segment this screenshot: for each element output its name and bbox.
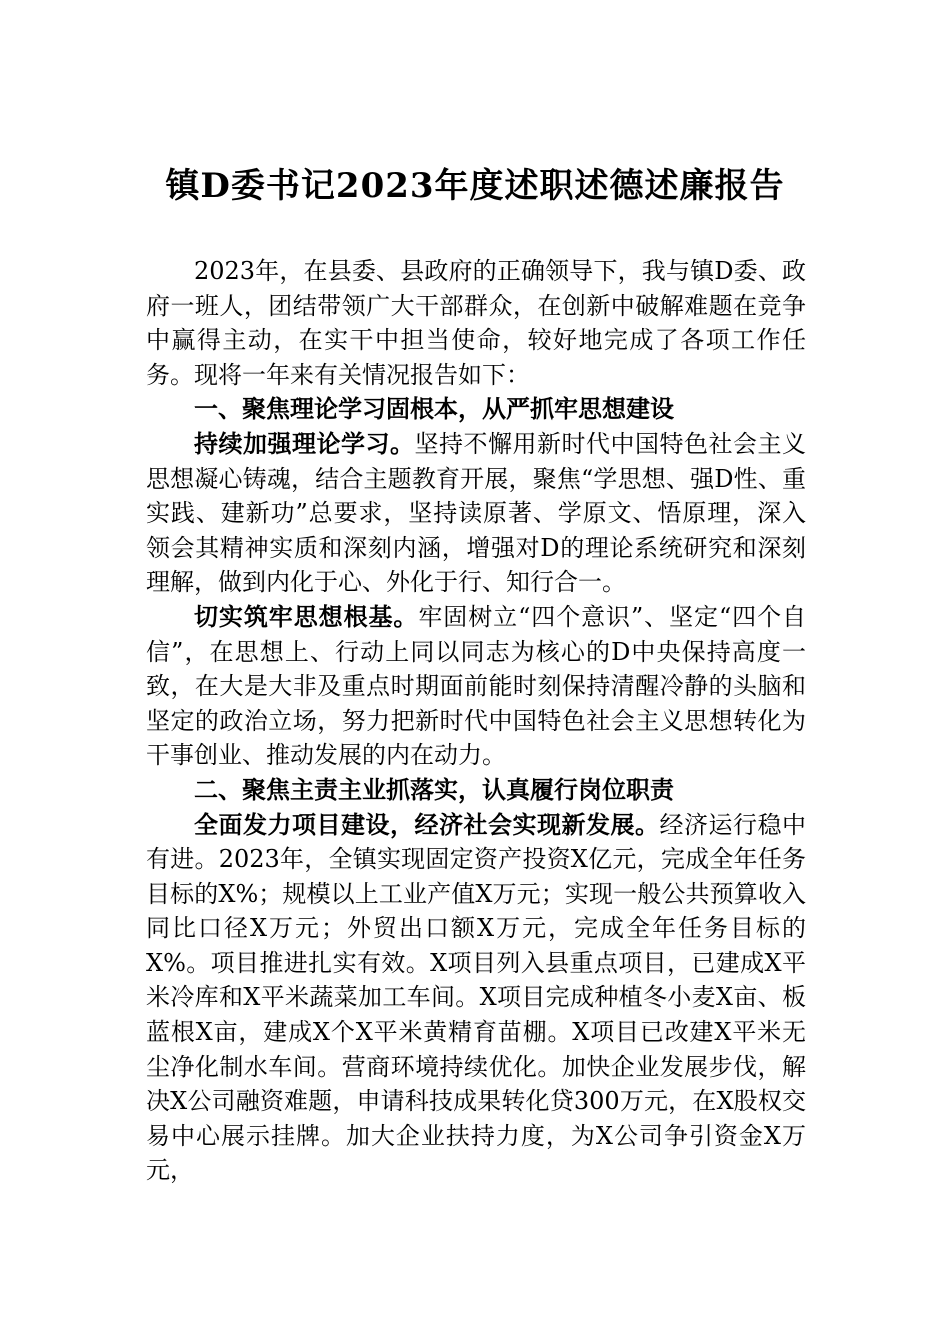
section-1-paragraph-1-text: 坚持不懈用新时代中国特色社会主义思想凝心铸魂，结合主题教育开展，聚焦“学思想、强D性、重实践、建新功”总要求，坚持读原著、学原文、悟原理，深入领会其精神实质和深刻内涵，增强对D的理论系统研究和深刻理解，做到内化于心、外化于行、知行合一。 bbox=[146, 429, 806, 597]
section-2-paragraph-1-text: 经济运行稳中有进。2023年，全镇实现固定资产投资X亿元，完成全年任务目标的X%；规模以上工业产值X万元；实现一般公共预算收入同比口径X万元；外贸出口额X万元，完成全年任务目标的X%。项目推进扎实有效。X项目列入县重点项目，已建成X平米冷库和X平米蔬菜加工车间。X项目完成种植冬小麦X亩、板蓝根X亩，建成X个X平米黄精育苗棚。X项目已改建X平米无尘净化制水车间。营商环境持续优化。加快企业发展步伐，解决X公司融资难题，申请科技成果转化贷300万元，在X股权交易中心展示挂牌。加大企业扶持力度，为X公司争引资金X万元， bbox=[146, 810, 806, 1185]
section-1-paragraph-2-lead: 切实筑牢思想根基。 bbox=[194, 602, 419, 631]
section-1-paragraph-2 bbox=[146, 600, 806, 773]
document-title: 镇D委书记2023年度述职述德述廉报告 bbox=[165, 166, 785, 206]
section-1-paragraph-1 bbox=[146, 427, 806, 600]
section-1-paragraph-1-lead: 持续加强理论学习。 bbox=[194, 429, 415, 458]
section-2-paragraph-1-lead: 全面发力项目建设，经济社会实现新发展。 bbox=[194, 810, 660, 839]
section-2-heading: 二、聚焦主责主业抓落实，认真履行岗位职责 bbox=[194, 775, 674, 804]
section-2-paragraph-1 bbox=[146, 808, 806, 1189]
section-1-paragraph-2-text: 牢固树立“四个意识”、坚定“四个自信”，在思想上、行动上同以同志为核心的D中央保持高度一致，在大是大非及重点时期面前能时刻保持清醒冷静的头脑和坚定的政治立场，努力把新时代中国特色社会主义思想转化为干事创业、推动发展的内在动力。 bbox=[146, 602, 807, 770]
section-1-heading: 一、聚焦理论学习固根本，从严抓牢思想建设 bbox=[194, 395, 674, 424]
intro-paragraph: 2023年，在县委、县政府的正确领导下，我与镇D委、政府一班人，团结带领广大干部群众，在创新中破解难题在竞争中赢得主动，在实干中担当使命，较好地完成了各项工作任务。现将一年来有关情况报告如下： bbox=[146, 257, 806, 389]
document-body bbox=[146, 254, 806, 1188]
